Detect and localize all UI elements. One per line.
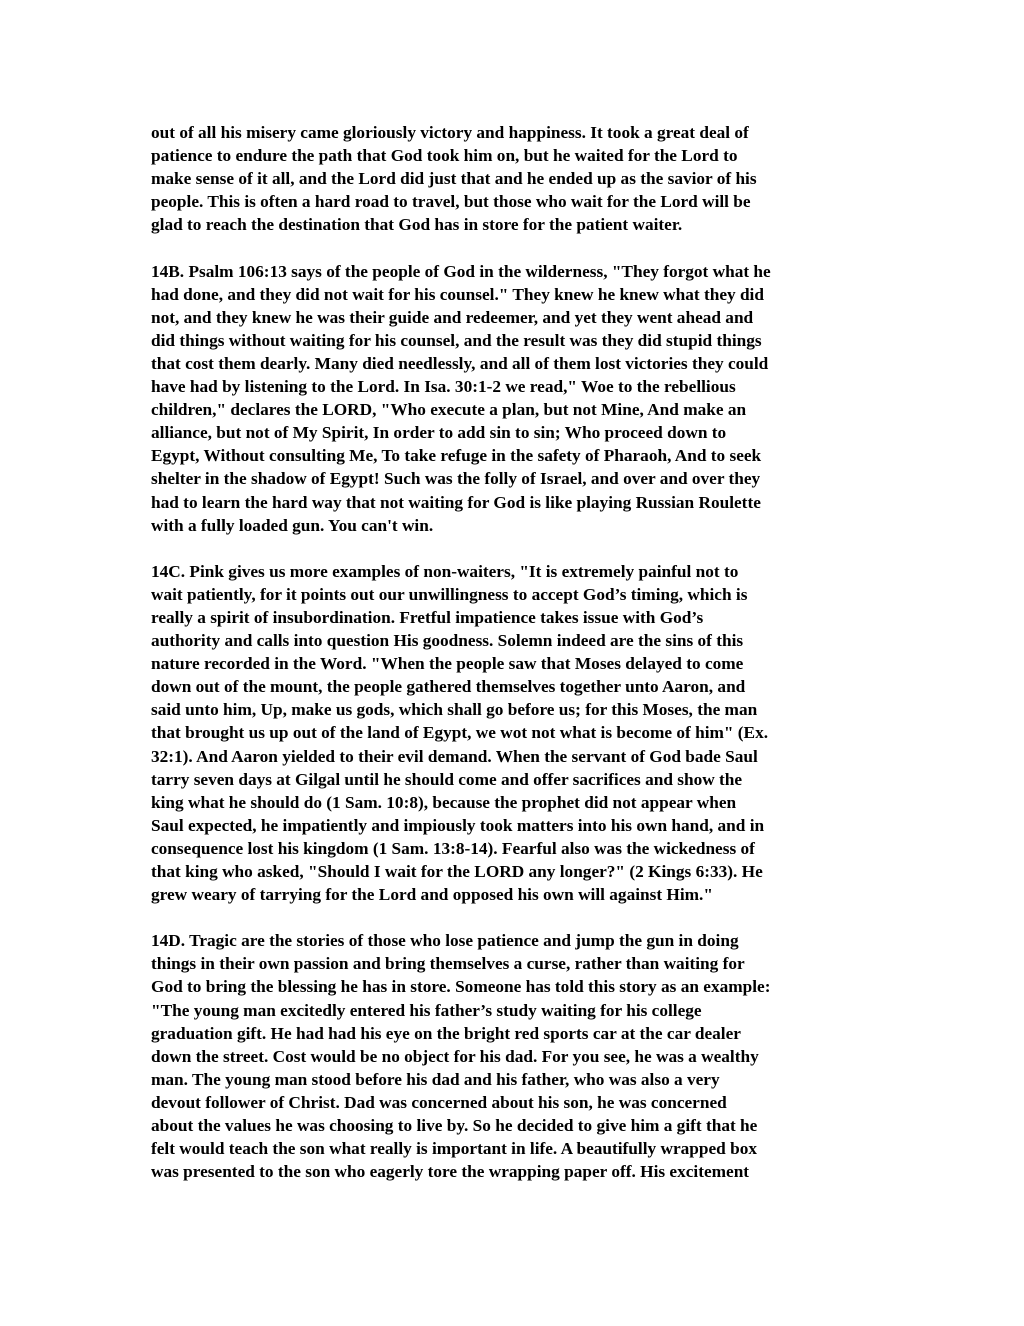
text-line: nature recorded in the Word. "When the people saw that Moses delayed to come (151, 654, 744, 674)
text-line: that brought us up out of the land of Egypt, we wot not what is become of him" (Ex. (151, 723, 769, 743)
paragraph-14c (151, 560, 875, 906)
text-line: out of all his misery came gloriously victory and happiness. It took a great deal of (151, 123, 749, 142)
text-line: have had by listening to the Lord. In Isa. 30:1-2 we read," Woe to the rebellious (151, 377, 736, 397)
text-line: not, and they knew he was their guide and redeemer, and yet they went ahead and (151, 307, 754, 327)
document-page (151, 121, 875, 1206)
text-line: things in their own passion and bring themselves a curse, rather than waiting for (151, 954, 745, 974)
text-line: consequence lost his kingdom (1 Sam. 13:8-14). Fearful also was the wickedness of (151, 838, 755, 858)
text-line: down out of the mount, the people gathered themselves together unto Aaron, and (151, 677, 746, 697)
text-line: king what he should do (1 Sam. 10:8), because the prophet did not appear when (151, 792, 737, 812)
text-line: 32:1). And Aaron yielded to their evil demand. When the servant of God bade Saul (151, 746, 758, 766)
text-line: that cost them dearly. Many died needlessly, and all of them lost victories they could (151, 353, 769, 373)
text-line: "The young man excitedly entered his father’s study waiting for his college (151, 1000, 702, 1020)
text-line: alliance, but not of My Spirit, In order to add sin to sin; Who proceed down to (151, 423, 727, 443)
text-line: about the values he was choosing to live by. So he decided to give him a gift that he (151, 1116, 758, 1136)
text-line: shelter in the shadow of Egypt! Such was the folly of Israel, and over and over they (151, 469, 761, 489)
text-line: did things without waiting for his counsel, and the result was they did stupid things (151, 330, 762, 350)
text-line: Egypt, Without consulting Me, To take refuge in the safety of Pharaoh, And to seek (151, 446, 762, 466)
text-line: man. The young man stood before his dad and his father, who was also a very (151, 1069, 720, 1089)
text-line: devout follower of Christ. Dad was concerned about his son, he was concerned (151, 1092, 727, 1112)
text-line: 14C. Pink gives us more examples of non-waiters, "It is extremely painful not to (151, 561, 739, 581)
paragraph-intro (151, 121, 875, 236)
text-line: was presented to the son who eagerly tore the wrapping paper off. His excitement (151, 1162, 750, 1182)
text-line: tarry seven days at Gilgal until he should come and offer sacrifices and show the (151, 769, 743, 789)
text-line: glad to reach the destination that God has in store for the patient waiter. (151, 215, 683, 235)
text-line: 14B. Psalm 106:13 says of the people of God in the wilderness, "They forgot what he (151, 261, 771, 281)
text-line: Saul expected, he impatiently and impiously took matters into his own hand, and in (151, 815, 765, 835)
paragraph-14d (151, 929, 875, 1183)
text-line: with a fully loaded gun. You can't win. (151, 515, 434, 535)
text-line: had to learn the hard way that not waiting for God is like playing Russian Roulette (151, 492, 761, 512)
paragraph-14b (151, 260, 875, 537)
text-line: authority and calls into question His goodness. Solemn indeed are the sins of this (151, 631, 744, 651)
text-line: children," declares the LORD, "Who execute a plan, but not Mine, And make an (151, 400, 747, 420)
text-line: said unto him, Up, make us gods, which shall go before us; for this Moses, the man (151, 700, 758, 720)
text-line: had done, and they did not wait for his counsel." They knew he knew what they did (151, 284, 764, 304)
text-line: really a spirit of insubordination. Fretful impatience takes issue with God’s (151, 607, 704, 627)
text-line: wait patiently, for it points out our unwillingness to accept God’s timing, which is (151, 584, 748, 604)
text-line: patience to endure the path that God took him on, but he waited for the Lord to (151, 146, 738, 166)
text-line: 14D. Tragic are the stories of those who lose patience and jump the gun in doing (151, 931, 739, 951)
text-line: that king who asked, "Should I wait for the LORD any longer?" (2 Kings 6:33). He (151, 862, 763, 881)
text-line: God to bring the blessing he has in store. Someone has told this story as an example: (151, 977, 771, 997)
text-line: felt would teach the son what really is important in life. A beautifully wrapped box (151, 1139, 757, 1159)
text-line: down the street. Cost would be no object for his dad. For you see, he was a wealthy (151, 1046, 759, 1066)
text-line: grew weary of tarrying for the Lord and opposed his own will against Him." (151, 885, 713, 905)
text-line: people. This is often a hard road to travel, but those who wait for the Lord will be (151, 192, 751, 212)
text-line: make sense of it all, and the Lord did just that and he ended up as the savior of his (151, 169, 757, 189)
text-line: graduation gift. He had had his eye on the bright red sports car at the car dealer (151, 1023, 741, 1043)
